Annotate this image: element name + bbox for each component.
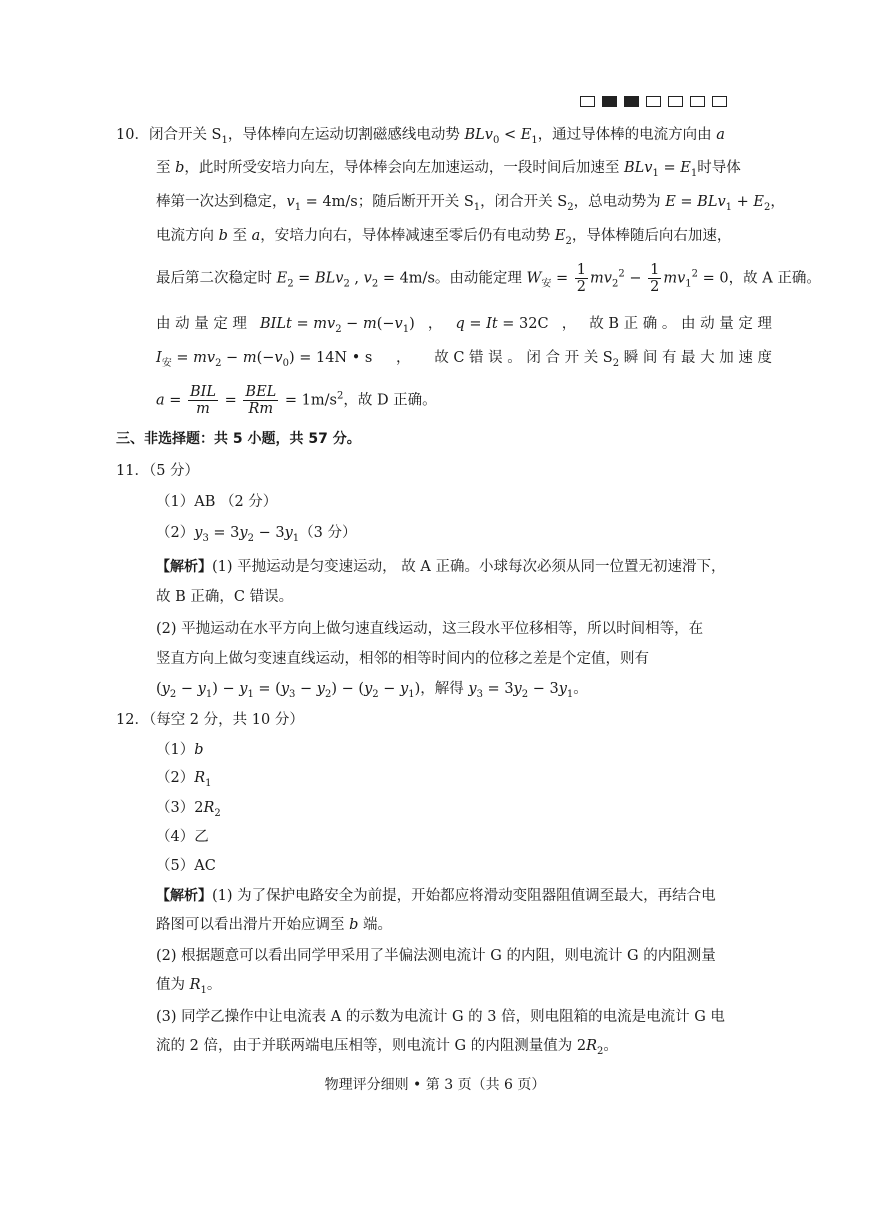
page-footer: 物理评分细则 • 第 3 页（共 6 页）: [324, 1077, 546, 1093]
q12-answer-2: $(2)R_1$: [156, 770, 212, 789]
q10-line2: 至 b，此时所受安培力向左，导体棒会向左加速运动，一段时间后加速至 $BLv_1 = E_1$时导体: [156, 160, 741, 179]
page-mark: [580, 96, 595, 107]
q10-line6: 由 动 量 定 理 BILt = $mv_2 - m(-v_1)$ ， q = It = 32C ， 故 B 正 确 。 由 动 量 定 理: [156, 316, 772, 335]
page-mark: [690, 96, 705, 107]
page-mark: [602, 96, 617, 107]
q12-answer-1: （1）b: [156, 742, 204, 758]
q10-line7: $I_安 = mv_2 - m(-v_0) = 14N$ • s ， 故 C 错 误 。 闭 合 开 关 $S_2$ 瞬 间 有 最 大 加 速 度: [156, 350, 772, 369]
page-mark: [668, 96, 683, 107]
q10-line4: 电流方向 b 至 a，安培力向右，导体棒减速至零后仍有电动势 $E_2$，导体棒随后向右加速，: [156, 228, 732, 247]
q12-jiexi-3b: 流的 2 倍，由于并联两端电压相等，则电流计 G 的内阻测量值为 $2R_2$。: [156, 1038, 618, 1057]
q12-answer-5: （5）AC: [156, 858, 216, 874]
q11-jiexi-2b: 竖直方向上做匀变速直线运动，相邻的相等时间内的位移之差是个定值，则有: [156, 651, 649, 667]
q12-jiexi-2: (2) 根据题意可以看出同学甲采用了半偏法测电流计 G 的内阻，则电流计 G 的内阻测量: [156, 948, 716, 964]
q11-jiexi-1: 【解析】(1) 平抛运动是匀变速运动， 故 A 正确。小球每次必须从同一位置无初速滑下，: [156, 559, 726, 575]
q10-line1: 10．闭合开关 $S_1$，导体棒向左运动切割磁感线电动势 $BLv_0 < E_1$，通过导体棒的电流方向由 a: [116, 127, 725, 146]
q12-jiexi-3: (3) 同学乙操作中让电流表 A 的示数为电流计 G 的 3 倍，则电阻箱的电流是电流计 G 电: [156, 1009, 725, 1025]
q11-header: 11．（5 分）: [116, 463, 200, 479]
q12-jiexi-1b: 路图可以看出滑片开始应调至 b 端。: [156, 917, 393, 933]
page-mark: [624, 96, 639, 107]
q10-line5: 最后第二次稳定时 $E_2 = BLv_2$ , $v_2 = 4m/s$。由动能定理 $W_安$ = $\frac{1}{2}$ $mv_2^2$ − $\frac{1}{2}$ $mv_1^2 = 0$，故 A 正确。: [156, 262, 821, 295]
q12-answer-4: （4）乙: [156, 829, 209, 845]
q11-answer-2: $(2)y_3 = 3y_2 - 3y_1(3$ 分）: [156, 525, 357, 544]
q12-jiexi-1: 【解析】(1) 为了保护电路安全为前提，开始都应将滑动变阻器阻值调至最大，再结合电: [156, 888, 716, 904]
q11-jiexi-2c: $(y_2 - y_1) - y_1 = (y_3 - y_2) - (y_2 - y_1)$，解得 $y_3 = 3y_2 - 3y_1$。: [156, 681, 588, 700]
q12-header: 12．（每空 2 分，共 10 分）: [116, 712, 304, 728]
q10-line8: a = $\frac{\text{BIL}}{m}$ = $\frac{\text{BEL}}{Rm}$ = $1m/s^2$，故 D 正确。: [156, 384, 437, 417]
q12-answer-3: $(3)2R_2$: [156, 800, 221, 819]
page-marks: [580, 96, 727, 107]
q10-line3: 棒第一次达到稳定，$v_1 = 4m/s$；随后断开开关 $S_1$，闭合开关 $S_2$，总电动势为 $E = BLv_1 + E_2$，: [156, 194, 785, 213]
q11-jiexi-1b: 故 B 正确，C 错误。: [156, 589, 294, 605]
q12-jiexi-2b: 值为 $R_1$。: [156, 977, 222, 996]
page-mark: [712, 96, 727, 107]
section-3-heading: 三、非选择题：共 5 小题，共 57 分。: [116, 431, 361, 447]
page-mark: [646, 96, 661, 107]
q11-jiexi-2: (2) 平抛运动在水平方向上做匀速直线运动，这三段水平位移相等，所以时间相等，在: [156, 621, 704, 637]
q11-answer-1: （1）AB （2 分）: [156, 494, 278, 510]
